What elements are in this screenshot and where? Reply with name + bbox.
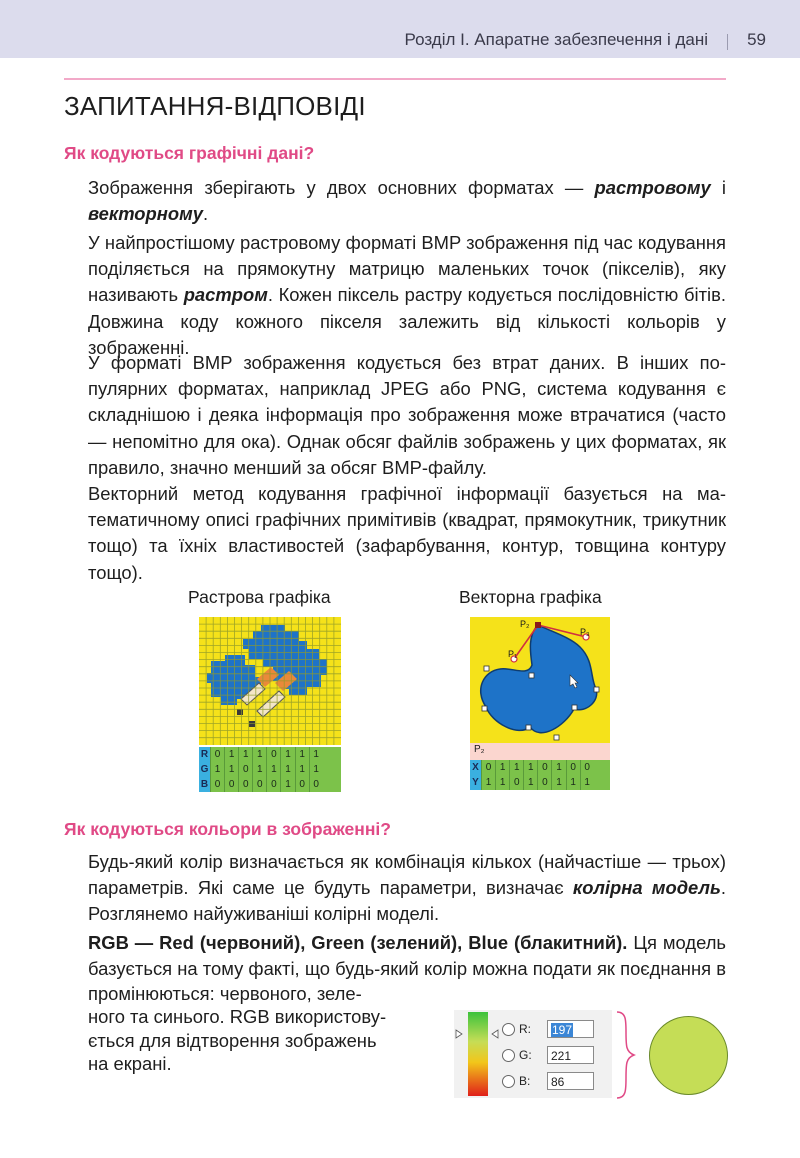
term-rgb: RGB — Red (червоний), Green (зелений), Blue (блакитний).: [88, 932, 628, 953]
text-line: на екрані.: [88, 1053, 172, 1075]
bit-cell: 1: [481, 775, 495, 790]
caption-vector: Векторна графіка: [459, 587, 602, 607]
bit-cell: 1: [224, 747, 238, 762]
curly-brace: [614, 1010, 636, 1100]
rgb-row-b: [502, 1072, 594, 1090]
vector-image: [470, 617, 610, 743]
term-raster-grid: растром: [183, 284, 268, 306]
bit-cell: 1: [280, 777, 294, 792]
term-vector: векторному: [88, 203, 203, 225]
bit-cell: 1: [280, 747, 294, 762]
bit-cell: 0: [238, 777, 252, 792]
rgb-picker-panel: [454, 1010, 612, 1098]
point-label-p3: P₃: [580, 627, 590, 637]
page-number: 59: [747, 30, 766, 49]
bit-cell: 0: [295, 777, 309, 792]
term-color-model: колірна модель: [572, 877, 721, 899]
bit-cell: 0: [537, 760, 551, 775]
bit-row-b: [199, 777, 341, 792]
text-run: Зображення зберігають у двох основних форматах —: [88, 177, 595, 198]
vector-figure: [470, 617, 610, 795]
text-line: ного та синього. RGB використову-: [88, 1006, 387, 1027]
bit-cell: 1: [309, 747, 323, 762]
raster-image: [199, 617, 341, 745]
bit-cell: 1: [523, 760, 537, 775]
bit-row-r: [199, 747, 341, 762]
vector-point-label-row: [470, 743, 610, 760]
text-run: Будь-який колір визначається як комбінація кількох (найчастіше — трьох) параметрів. Які саме це будуть параметри, визначає: [88, 851, 726, 899]
bit-cell: 1: [566, 775, 580, 790]
label-b: B:: [519, 1074, 531, 1088]
text-run: У найпростішому растровому форматі BMP зображення під час кодування поділяється на прямокутну матрицю маленьких точок (пікселів), яку називають: [88, 232, 726, 306]
bit-cell: 0: [481, 760, 495, 775]
bit-cell: 0: [580, 760, 594, 775]
point-label-p2: P₂: [520, 619, 530, 629]
color-slider[interactable]: [454, 1010, 502, 1098]
text-run: . Кожен піксель растру кодується послідовністю бітів. Довжина коду кожного пікселя залежить від кількості кольорів у зображенні.: [88, 284, 726, 358]
bit-cell: 1: [224, 762, 238, 777]
bit-cell: 1: [295, 747, 309, 762]
row-label: R: [200, 749, 209, 760]
rgb-row-g: [502, 1046, 594, 1064]
bit-cell: 0: [210, 747, 224, 762]
bit-cell: 0: [537, 775, 551, 790]
input-r-value: 197: [552, 1023, 573, 1037]
paragraph-rgb-continued: [88, 1005, 418, 1076]
bit-cell: 1: [509, 760, 523, 775]
bit-cell: 1: [523, 775, 537, 790]
bit-cell: 0: [309, 777, 323, 792]
term-raster: растровому: [594, 177, 711, 198]
paragraph-vector-method: Векторний метод кодування графічної інформації базується на математичному описі графічних примітивів (квадрат, прямокутник, трикутник тощо) та їхніх властивостей (зафарбування, контур, товщина контуру тощо).: [88, 483, 726, 583]
vector-bit-table: [470, 760, 610, 790]
section-title: ЗАПИТАННЯ-ВІДПОВІДІ: [64, 91, 366, 121]
row-label: Y: [470, 775, 481, 790]
label-r: R:: [519, 1022, 531, 1036]
bit-row-g: [199, 762, 341, 777]
page-header: [0, 0, 800, 58]
bit-cell: 1: [252, 747, 266, 762]
bit-cell: 1: [580, 775, 594, 790]
bit-cell: 1: [266, 762, 280, 777]
radio-r[interactable]: [502, 1023, 515, 1036]
paragraph-compression: У форматі BMP зображення кодується без втрат даних. В інших популярних форматах, наприклад JPEG або PNG, система кодування є складнішою і деяка інформація про зображення може втрачатися (часто — непомітно для ока). Однак обсяг файлів зображень у цих форматах, як правило, значно менший за обсяг BMP-файлу.: [88, 352, 726, 478]
paragraph-color-model: [88, 849, 726, 928]
bit-cell: 1: [252, 762, 266, 777]
text-line: ється для відтворення зображень: [88, 1029, 377, 1051]
color-swatch: [649, 1016, 728, 1095]
paragraph-bmp: [88, 230, 726, 361]
bit-cell: 1: [495, 775, 509, 790]
bit-cell: 0: [266, 747, 280, 762]
bit-cell: 0: [252, 777, 266, 792]
bit-cell: 1: [551, 775, 565, 790]
question-color-encoding: Як кодуються кольори в зображенні?: [64, 819, 391, 839]
bit-cell: 0: [266, 777, 280, 792]
row-label: B: [200, 779, 209, 790]
radio-g[interactable]: [502, 1049, 515, 1062]
raster-figure: [199, 617, 341, 795]
header-divider: [727, 34, 728, 50]
text-run: . Розглянемо найуживаніші колірні моделі.: [88, 877, 726, 925]
text-run: .: [202, 203, 209, 225]
radio-b[interactable]: [502, 1075, 515, 1088]
rgb-row-r: [502, 1020, 594, 1038]
input-g[interactable]: 221: [547, 1046, 594, 1064]
bit-cell: 0: [210, 777, 224, 792]
text-run: і: [710, 177, 726, 198]
bit-cell: 1: [280, 762, 294, 777]
bit-cell: 1: [295, 762, 309, 777]
caption-raster: Растрова графіка: [188, 587, 331, 607]
bit-row-y: [470, 775, 610, 790]
bit-row-x: [470, 760, 610, 775]
point-label-p1: P₁: [508, 649, 518, 659]
point-label: P₂: [474, 744, 485, 755]
bit-cell: 1: [309, 762, 323, 777]
bit-cell: 1: [238, 747, 252, 762]
paragraph-formats: [88, 175, 726, 227]
pink-divider: [64, 78, 726, 80]
raster-bit-table: [199, 745, 341, 792]
text-run: Ця модель базується на тому факті, що будь-який колір можна подати як поєднання в: [88, 932, 726, 980]
bit-cell: 1: [210, 762, 224, 777]
label-g: G:: [519, 1048, 532, 1062]
bit-cell: 0: [509, 775, 523, 790]
bit-cell: 0: [238, 762, 252, 777]
input-r[interactable]: [547, 1020, 594, 1038]
chapter-title: Розділ I. Апаратне забезпечення і дані: [404, 30, 708, 49]
bit-cell: 0: [224, 777, 238, 792]
row-label: X: [470, 760, 481, 775]
text-line: промінюються: червоного, зеле-: [88, 983, 362, 1004]
paragraph-rgb-first-line: [88, 982, 418, 1006]
input-b[interactable]: 86: [547, 1072, 594, 1090]
bit-cell: 0: [566, 760, 580, 775]
row-label: G: [200, 764, 209, 775]
bit-cell: 1: [551, 760, 565, 775]
bit-cell: 1: [495, 760, 509, 775]
paragraph-rgb: [88, 930, 726, 982]
question-graphics-encoding: Як кодуються графічні дані?: [64, 143, 315, 163]
